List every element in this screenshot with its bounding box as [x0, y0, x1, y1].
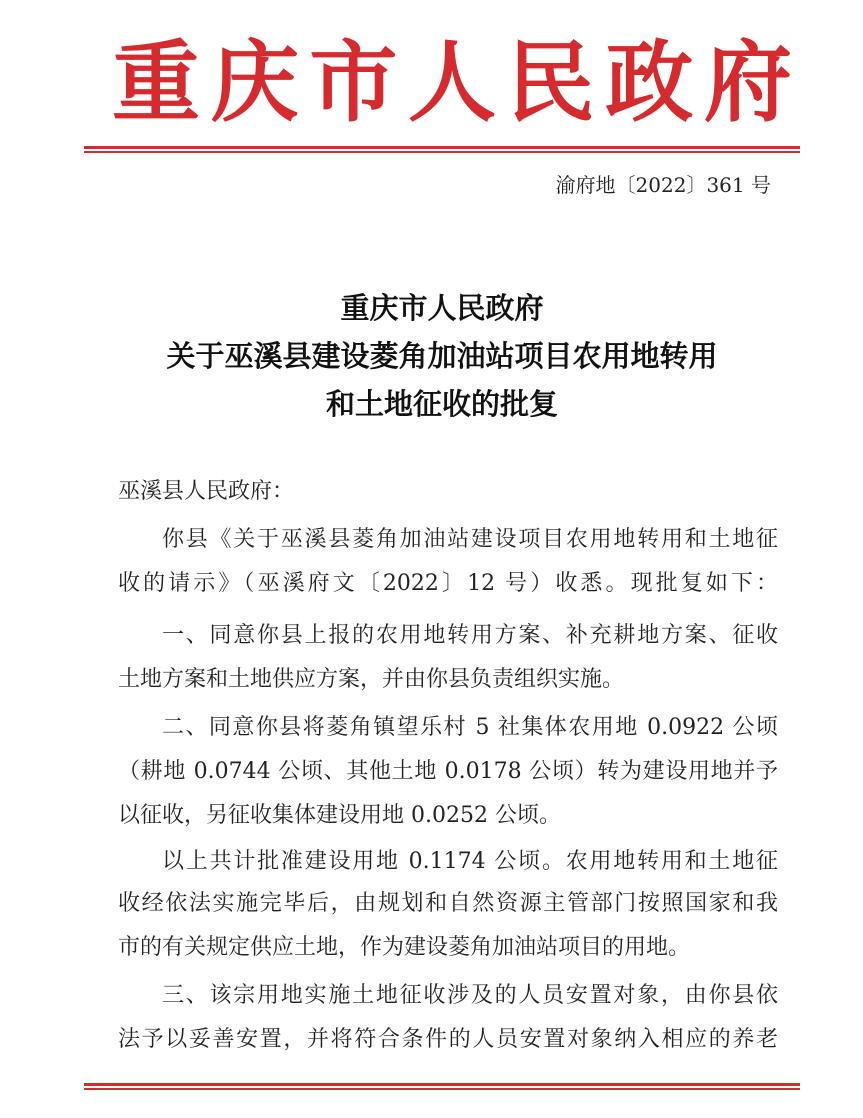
paragraph-4-line-1: 以上共计批准建设用地 0.1174 公顷。农用地转用和土地征 [162, 849, 778, 874]
paragraph-1-line-1: 你县《关于巫溪县菱角加油站建设项目农用地转用和土地征 [162, 527, 778, 552]
paragraph-2-line-1: 一、同意你县上报的农用地转用方案、补充耕地方案、征收 [162, 623, 778, 648]
paragraph-3-line-3: 以征收，另征收集体建设用地 0.0252 公顷。 [118, 803, 561, 828]
masthead-char: 重 [112, 30, 201, 134]
doc-title-line-2: 关于巫溪县建设菱角加油站项目农用地转用 [166, 339, 718, 373]
paragraph-5-line-1: 三、该宗用地实施土地征收涉及的人员安置对象，由你县依 [162, 983, 778, 1008]
red-rule-top [84, 146, 800, 149]
paragraph-5-line-2: 法予以妥善安置，并将符合条件的人员安置对象纳入相应的养老 [118, 1027, 778, 1052]
salutation: 巫溪县人民政府： [118, 479, 295, 504]
document-number: 渝府地〔2022〕361 号 [555, 173, 771, 197]
paragraph-3-line-2: （耕地 0.0744 公顷、其他土地 0.0178 公顷）转为建设用地并予 [118, 759, 778, 784]
masthead-title [112, 32, 792, 132]
masthead-char: 民 [506, 30, 595, 134]
paragraph-2-line-2: 土地方案和土地供应方案，并由你县负责组织实施。 [118, 667, 625, 692]
paragraph-1-line-2: 收的请示》（巫溪府文〔2022〕12 号）收悉。现批复如下： [118, 571, 778, 596]
doc-title-line-1: 重庆市人民政府 [340, 291, 544, 325]
red-rule-bottom-thin [84, 1088, 800, 1090]
masthead-char: 人 [407, 30, 496, 134]
paragraph-3-line-1: 二、同意你县将菱角镇望乐村 5 社集体农用地 0.0922 公顷 [162, 715, 778, 740]
red-rule-top-thin [84, 151, 800, 153]
masthead-char: 府 [703, 30, 792, 134]
masthead-char: 市 [309, 30, 398, 134]
doc-title-line-3: 和土地征收的批复 [325, 387, 558, 421]
red-rule-bottom [84, 1083, 800, 1086]
paragraph-4-line-3: 市的有关规定供应土地，作为建设菱角加油站项目的用地。 [118, 935, 691, 960]
paragraph-4-line-2: 收经依法实施完毕后，由规划和自然资源主管部门按照国家和我 [118, 891, 778, 916]
masthead-char: 政 [605, 30, 694, 134]
masthead-char: 庆 [210, 30, 299, 134]
